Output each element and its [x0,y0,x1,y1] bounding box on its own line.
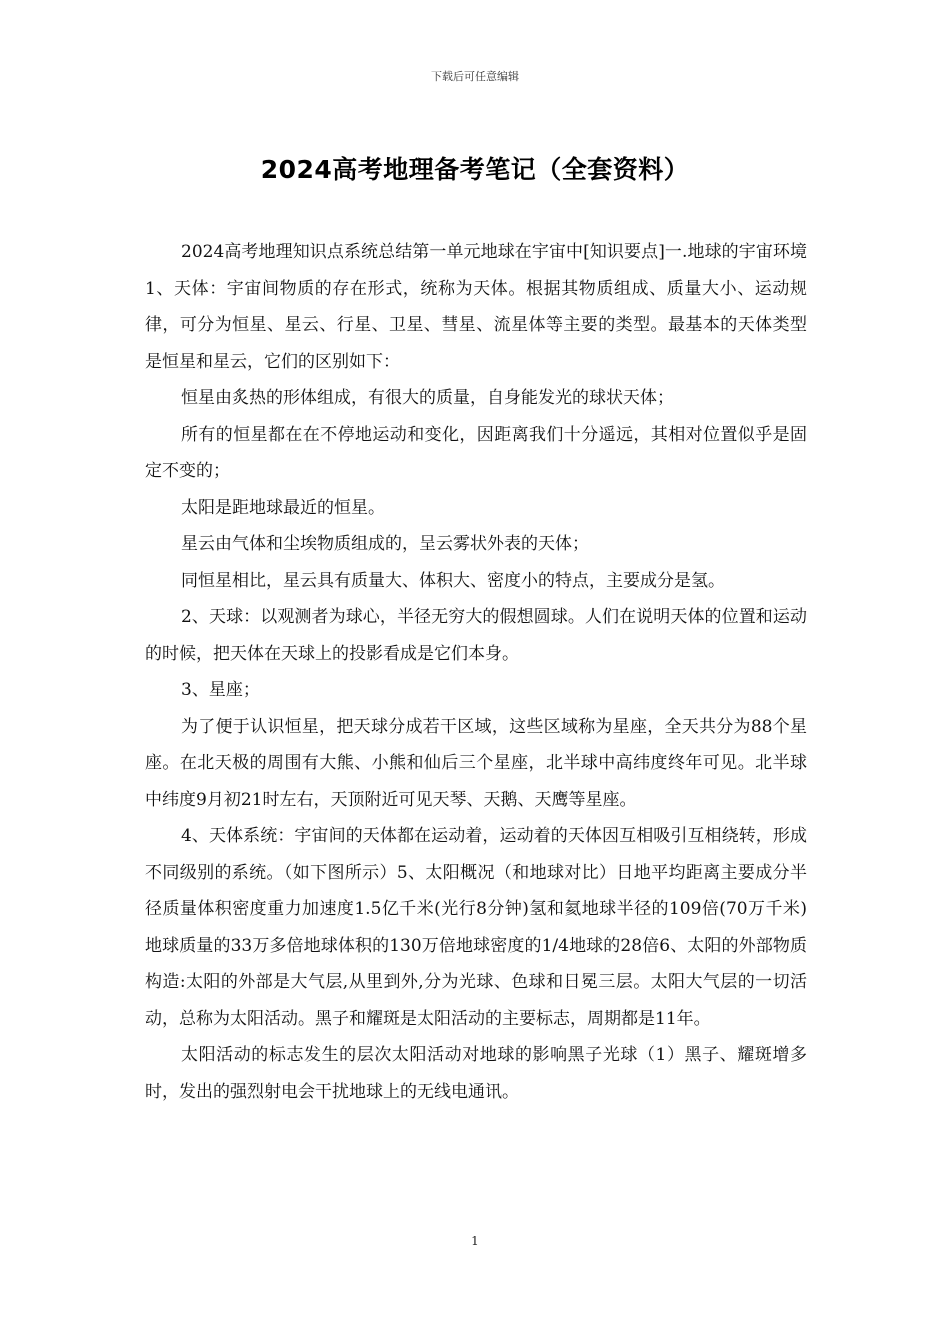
paragraph: 3、星座； [181,680,260,700]
paragraph: 恒星由炙热的形体组成，有很大的质量，自身能发光的球状天体； [181,388,674,408]
document-title: 2024高考地理备考笔记（全套资料） [260,155,690,184]
paragraph: 2、天球：以观测者为球心，半径无穷大的假想圆球。人们在说明天体的位置和运动的时候，把天体在天球上的投影看成是它们本身。 [145,607,807,664]
paragraph: 2024高考地理知识点系统总结第一单元地球在宇宙中[知识要点]一.地球的宇宙环境1、天体：宇宙间物质的存在形式，统称为天体。根据其物质组成、质量大小、运动规律，可分为恒星、星云、行星、卫星、彗星、流星体等主要的类型。最基本的天体类型是恒星和星云，它们的区别如下： [145,242,807,372]
paragraph: 星云由气体和尘埃物质组成的，呈云雾状外表的天体； [181,534,589,554]
paragraph: 同恒星相比，星云具有质量大、体积大、密度小的特点，主要成分是氢。 [181,570,725,591]
paragraph: 所有的恒星都在在不停地运动和变化，因距离我们十分遥远，其相对位置似乎是固定不变的； [145,424,807,481]
paragraph: 为了便于认识恒星，把天球分成若干区域，这些区域称为星座，全天共分为88个星座。在北天极的周围有大熊、小熊和仙后三个星座，北半球中高纬度终年可见。北半球中纬度9月初21时左右，天顶附近可见天琴、天鹅、天鹰等星座。 [145,716,807,810]
document-body [145,234,807,1110]
paragraph: 4、天体系统：宇宙间的天体都在运动着，运动着的天体因互相吸引互相绕转，形成不同级别的系统。（如下图所示）5、太阳概况（和地球对比）日地平均距离主要成分半径质量体积密度重力加速度1.5亿千米(光行8分钟)氢和氦地球半径的109倍(70万千米)地球质量的33万多倍地球体积的130万倍地球密度的1/4地球的28倍6、太阳的外部物质构造:太阳的外部是大气层,从里到外,分为光球、色球和日冕三层。太阳大气层的一切活动，总称为太阳活动。黑子和耀斑是太阳活动的主要标志，周期都是11年。 [145,826,807,1029]
paragraph: 太阳活动的标志发生的层次太阳活动对地球的影响黑子光球（1）黑子、耀斑增多时，发出的强烈射电会干扰地球上的无线电通讯。 [145,1045,807,1102]
paragraph: 太阳是距地球最近的恒星。 [181,497,385,518]
header-note: 下载后可任意编辑 [431,70,519,83]
page-number: 1 [471,1234,479,1248]
